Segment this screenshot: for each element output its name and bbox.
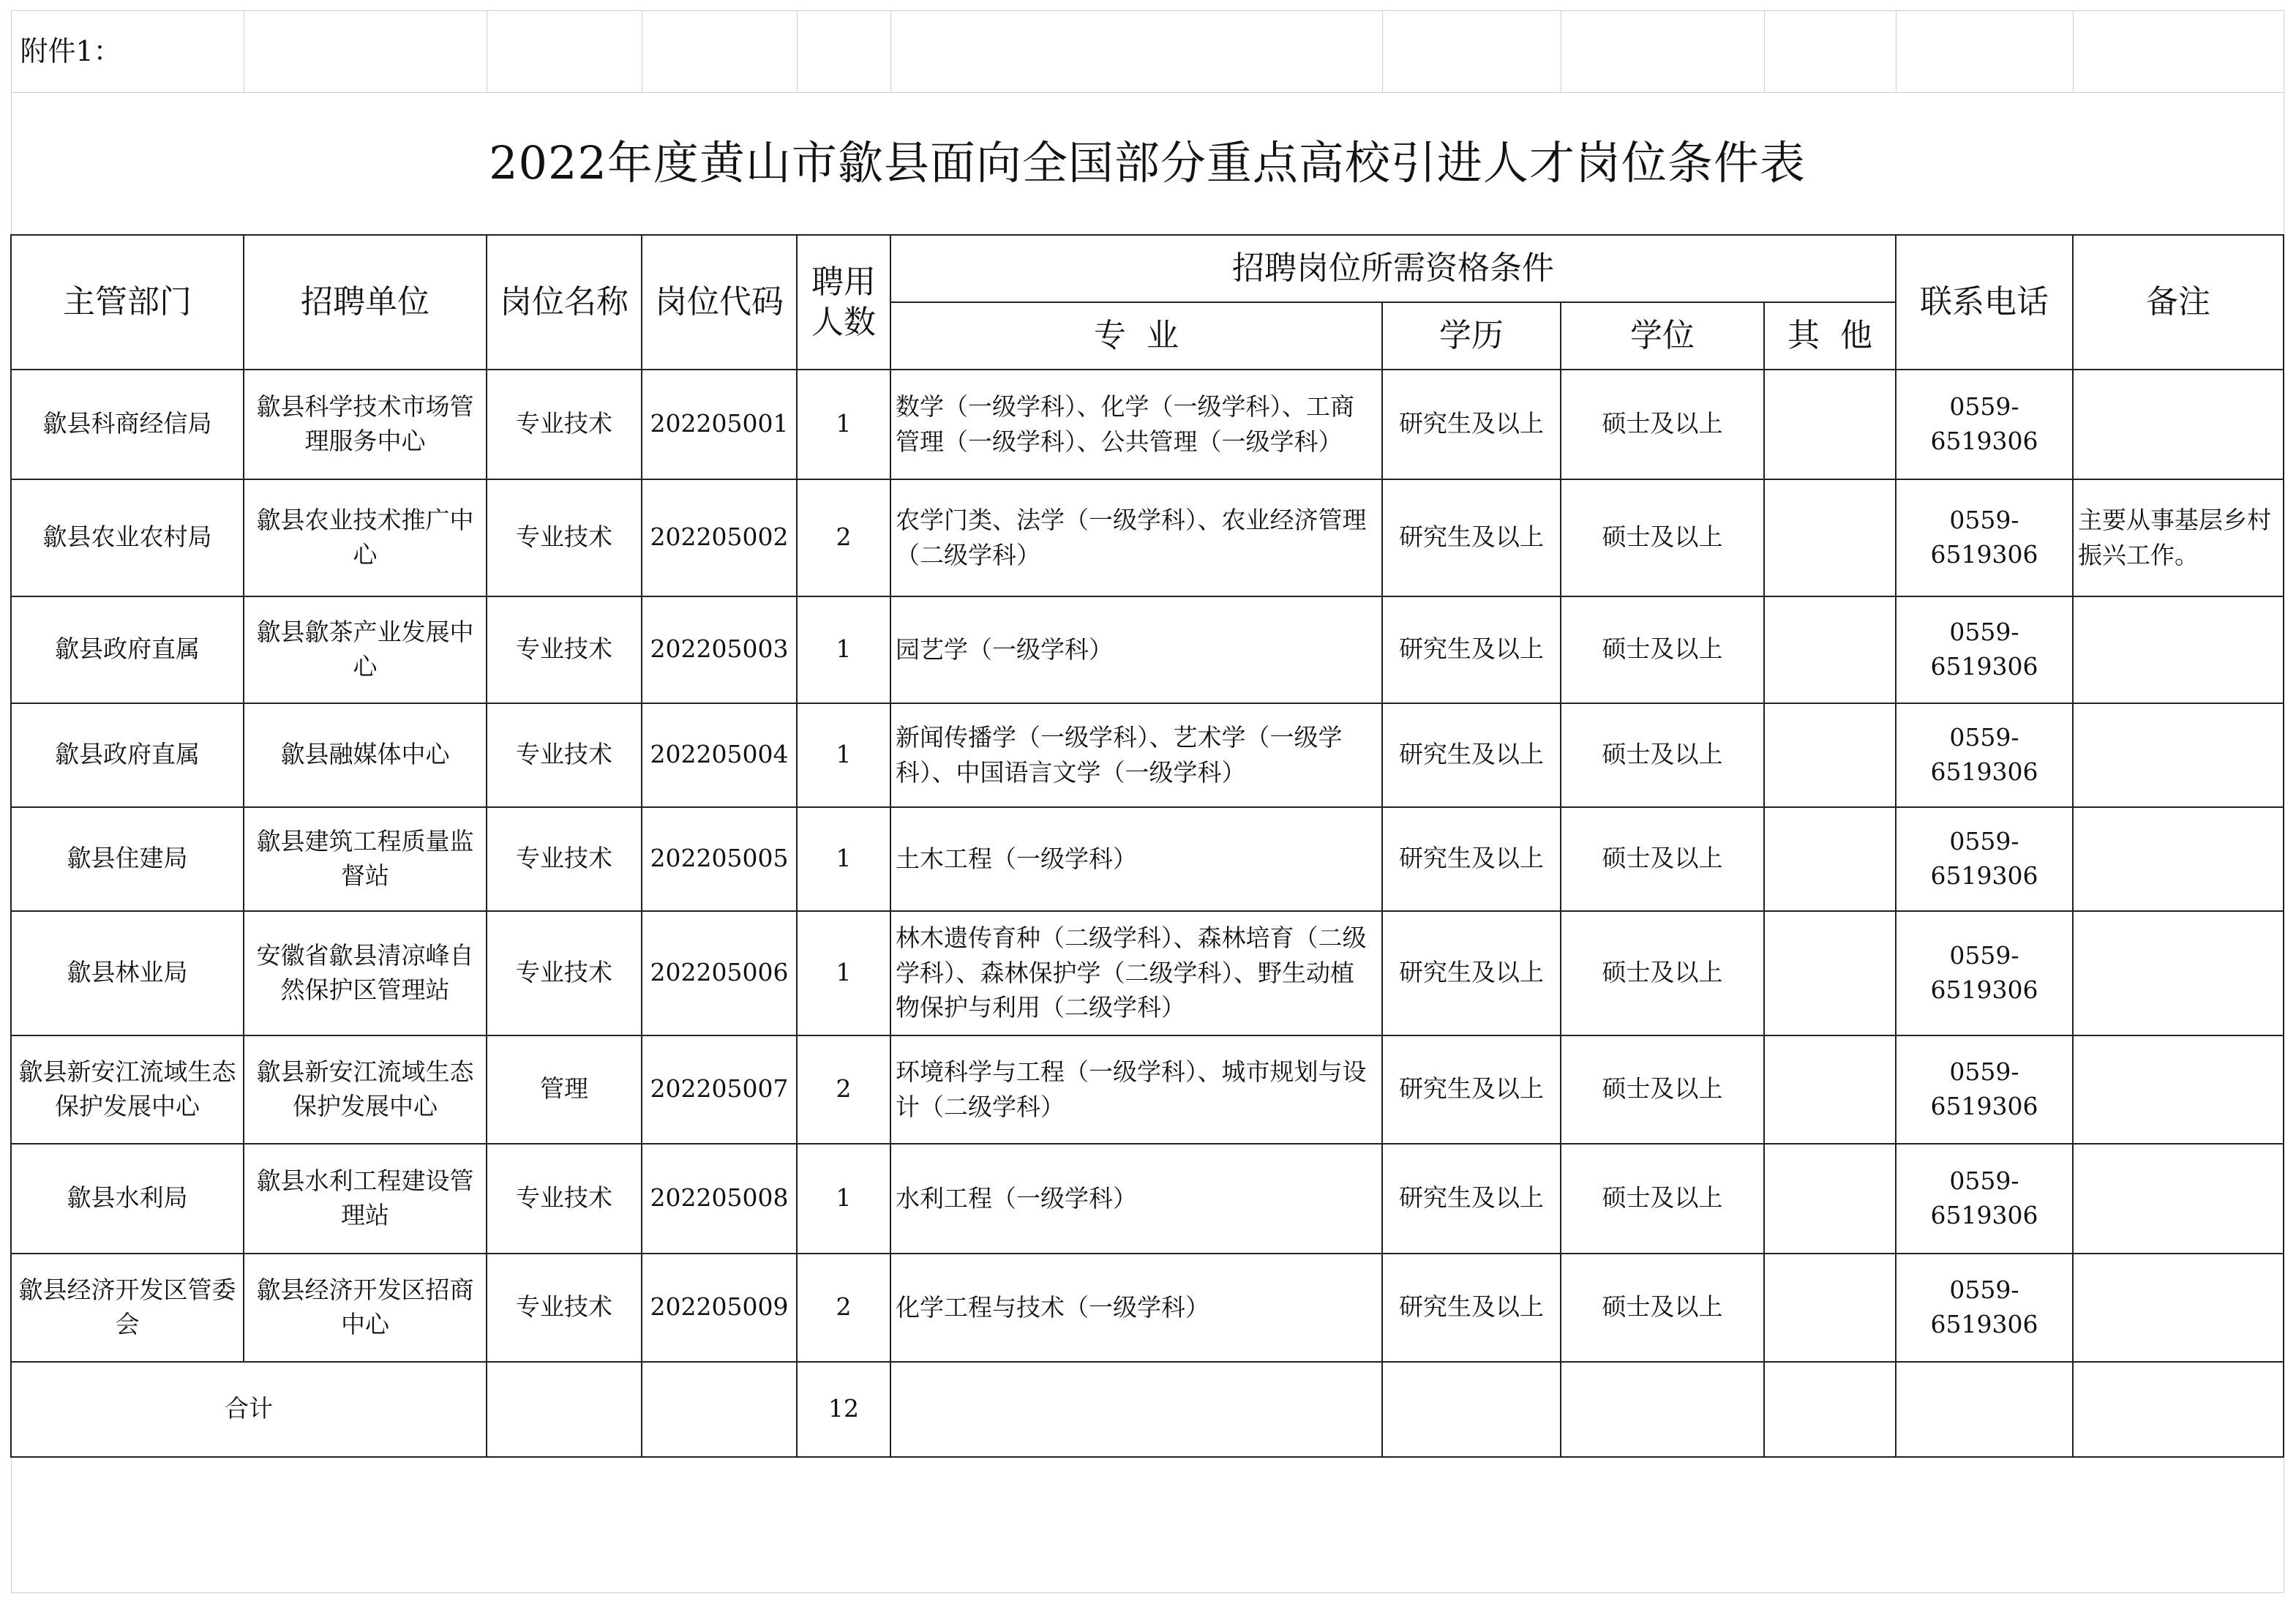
empty-cell: [642, 1362, 797, 1457]
unit-cell: 歙县歙茶产业发展中心: [244, 596, 487, 703]
unit-cell: 安徽省歙县清凉峰自然保护区管理站: [244, 911, 487, 1035]
table-row: [11, 911, 2284, 1035]
header-other: 其 他: [1764, 302, 1896, 370]
empty-cell: [890, 1362, 1382, 1457]
dept-cell: 歙县科商经信局: [11, 370, 244, 479]
quota-cell: 1: [797, 807, 890, 911]
dept-cell: 歙县住建局: [11, 807, 244, 911]
major-cell: 林木遗传育种（二级学科）、森林培育（二级学科）、森林保护学（二级学科）、野生动植物保护与利用（二级学科）: [890, 911, 1382, 1035]
remarks-cell: 主要从事基层乡村振兴工作。: [2073, 479, 2284, 596]
quota-cell: 2: [797, 1035, 890, 1144]
post-name-cell: 专业技术: [487, 596, 642, 703]
header-post-code: 岗位代码: [642, 235, 797, 370]
table-row: [11, 479, 2284, 596]
other-cell: [1764, 596, 1896, 703]
unit-cell: 歙县融媒体中心: [244, 703, 487, 807]
other-cell: [1764, 1254, 1896, 1362]
unit-cell: 歙县科学技术市场管理服务中心: [244, 370, 487, 479]
phone-cell: 0559-6519306: [1896, 479, 2073, 596]
post-name-cell: 专业技术: [487, 1144, 642, 1254]
major-cell: 农学门类、法学（一级学科）、农业经济管理（二级学科）: [890, 479, 1382, 596]
empty-cell: [1896, 1362, 2073, 1457]
header-dept: 主管部门: [11, 235, 244, 370]
quota-cell: 1: [797, 1144, 890, 1254]
title-row: [11, 93, 2284, 235]
quota-cell: 2: [797, 479, 890, 596]
phone-cell: 0559-6519306: [1896, 911, 2073, 1035]
post-code-cell: 202205008: [642, 1144, 797, 1254]
quota-cell: 1: [797, 911, 890, 1035]
header-phone: 联系电话: [1896, 235, 2073, 370]
table-row: [11, 807, 2284, 911]
post-name-cell: 管理: [487, 1035, 642, 1144]
degree-cell: 硕士及以上: [1561, 479, 1764, 596]
other-cell: [1764, 703, 1896, 807]
remarks-cell: [2073, 1035, 2284, 1144]
table-row: [11, 370, 2284, 479]
blank-row: [11, 1457, 2284, 1593]
education-cell: 研究生及以上: [1382, 807, 1561, 911]
other-cell: [1764, 370, 1896, 479]
major-cell: 新闻传播学（一级学科）、艺术学（一级学科）、中国语言文学（一级学科）: [890, 703, 1382, 807]
remarks-cell: [2073, 807, 2284, 911]
dept-cell: 歙县政府直属: [11, 703, 244, 807]
dept-cell: 歙县新安江流域生态保护发展中心: [11, 1035, 244, 1144]
degree-cell: 硕士及以上: [1561, 1035, 1764, 1144]
degree-cell: 硕士及以上: [1561, 703, 1764, 807]
post-name-cell: 专业技术: [487, 703, 642, 807]
total-label: 合计: [11, 1362, 487, 1457]
degree-cell: 硕士及以上: [1561, 370, 1764, 479]
major-cell: 园艺学（一级学科）: [890, 596, 1382, 703]
header-row-1: [11, 235, 2284, 302]
other-cell: [1764, 1144, 1896, 1254]
education-cell: 研究生及以上: [1382, 370, 1561, 479]
quota-cell: 1: [797, 703, 890, 807]
other-cell: [1764, 1035, 1896, 1144]
education-cell: 研究生及以上: [1382, 1035, 1561, 1144]
quota-cell: 1: [797, 596, 890, 703]
education-cell: 研究生及以上: [1382, 1254, 1561, 1362]
education-cell: 研究生及以上: [1382, 703, 1561, 807]
header-major: 专 业: [890, 302, 1382, 370]
phone-cell: 0559-6519306: [1896, 596, 2073, 703]
dept-cell: 歙县政府直属: [11, 596, 244, 703]
remarks-cell: [2073, 911, 2284, 1035]
table-row: [11, 703, 2284, 807]
empty-cell: [1764, 1362, 1896, 1457]
education-cell: 研究生及以上: [1382, 596, 1561, 703]
unit-cell: 歙县建筑工程质量监督站: [244, 807, 487, 911]
phone-cell: 0559-6519306: [1896, 1254, 2073, 1362]
education-cell: 研究生及以上: [1382, 911, 1561, 1035]
major-cell: 水利工程（一级学科）: [890, 1144, 1382, 1254]
post-code-cell: 202205003: [642, 596, 797, 703]
quota-cell: 2: [797, 1254, 890, 1362]
degree-cell: 硕士及以上: [1561, 1144, 1764, 1254]
post-code-cell: 202205002: [642, 479, 797, 596]
degree-cell: 硕士及以上: [1561, 911, 1764, 1035]
post-name-cell: 专业技术: [487, 807, 642, 911]
unit-cell: 歙县农业技术推广中心: [244, 479, 487, 596]
post-name-cell: 专业技术: [487, 479, 642, 596]
remarks-cell: [2073, 370, 2284, 479]
table-row: [11, 1144, 2284, 1254]
dept-cell: 歙县农业农村局: [11, 479, 244, 596]
recruitment-table: [10, 10, 2284, 1593]
post-name-cell: 专业技术: [487, 1254, 642, 1362]
empty-cell: [1561, 1362, 1764, 1457]
post-name-cell: 专业技术: [487, 370, 642, 479]
post-code-cell: 202205004: [642, 703, 797, 807]
other-cell: [1764, 807, 1896, 911]
post-code-cell: 202205006: [642, 911, 797, 1035]
major-cell: 环境科学与工程（一级学科）、城市规划与设计（二级学科）: [890, 1035, 1382, 1144]
post-code-cell: 202205001: [642, 370, 797, 479]
post-code-cell: 202205009: [642, 1254, 797, 1362]
other-cell: [1764, 911, 1896, 1035]
table-row: [11, 1035, 2284, 1144]
empty-cell: [11, 1457, 2284, 1593]
header-post-name: 岗位名称: [487, 235, 642, 370]
quota-cell: 1: [797, 370, 890, 479]
page-title: 2022年度黄山市歙县面向全国部分重点高校引进人才岗位条件表: [11, 93, 2284, 235]
empty-cell: [2073, 1362, 2284, 1457]
post-name-cell: 专业技术: [487, 911, 642, 1035]
dept-cell: 歙县林业局: [11, 911, 244, 1035]
remarks-cell: [2073, 1254, 2284, 1362]
major-cell: 土木工程（一级学科）: [890, 807, 1382, 911]
total-quota: 12: [797, 1362, 890, 1457]
post-code-cell: 202205007: [642, 1035, 797, 1144]
unit-cell: 歙县经济开发区招商中心: [244, 1254, 487, 1362]
header-degree: 学位: [1561, 302, 1764, 370]
table-row: [11, 1254, 2284, 1362]
empty-cell: [487, 1362, 642, 1457]
phone-cell: 0559-6519306: [1896, 370, 2073, 479]
table-row: [11, 596, 2284, 703]
header-unit: 招聘单位: [244, 235, 487, 370]
post-code-cell: 202205005: [642, 807, 797, 911]
remarks-cell: [2073, 596, 2284, 703]
phone-cell: 0559-6519306: [1896, 703, 2073, 807]
header-education: 学历: [1382, 302, 1561, 370]
other-cell: [1764, 479, 1896, 596]
header-requirements: 招聘岗位所需资格条件: [890, 235, 1896, 302]
unit-cell: 歙县新安江流域生态保护发展中心: [244, 1035, 487, 1144]
major-cell: 数学（一级学科）、化学（一级学科）、工商管理（一级学科）、公共管理（一级学科）: [890, 370, 1382, 479]
degree-cell: 硕士及以上: [1561, 1254, 1764, 1362]
unit-cell: 歙县水利工程建设管理站: [244, 1144, 487, 1254]
major-cell: 化学工程与技术（一级学科）: [890, 1254, 1382, 1362]
education-cell: 研究生及以上: [1382, 1144, 1561, 1254]
empty-cell: [1382, 1362, 1561, 1457]
header-remarks: 备注: [2073, 235, 2284, 370]
dept-cell: 歙县水利局: [11, 1144, 244, 1254]
education-cell: 研究生及以上: [1382, 479, 1561, 596]
header-quota: 聘用人数: [797, 235, 890, 370]
remarks-cell: [2073, 703, 2284, 807]
phone-cell: 0559-6519306: [1896, 1035, 2073, 1144]
remarks-cell: [2073, 1144, 2284, 1254]
degree-cell: 硕士及以上: [1561, 807, 1764, 911]
degree-cell: 硕士及以上: [1561, 596, 1764, 703]
attachment-row: [11, 11, 2284, 93]
phone-cell: 0559-6519306: [1896, 807, 2073, 911]
attachment-label: 附件1：: [11, 11, 244, 93]
phone-cell: 0559-6519306: [1896, 1144, 2073, 1254]
dept-cell: 歙县经济开发区管委会: [11, 1254, 244, 1362]
total-row: [11, 1362, 2284, 1457]
